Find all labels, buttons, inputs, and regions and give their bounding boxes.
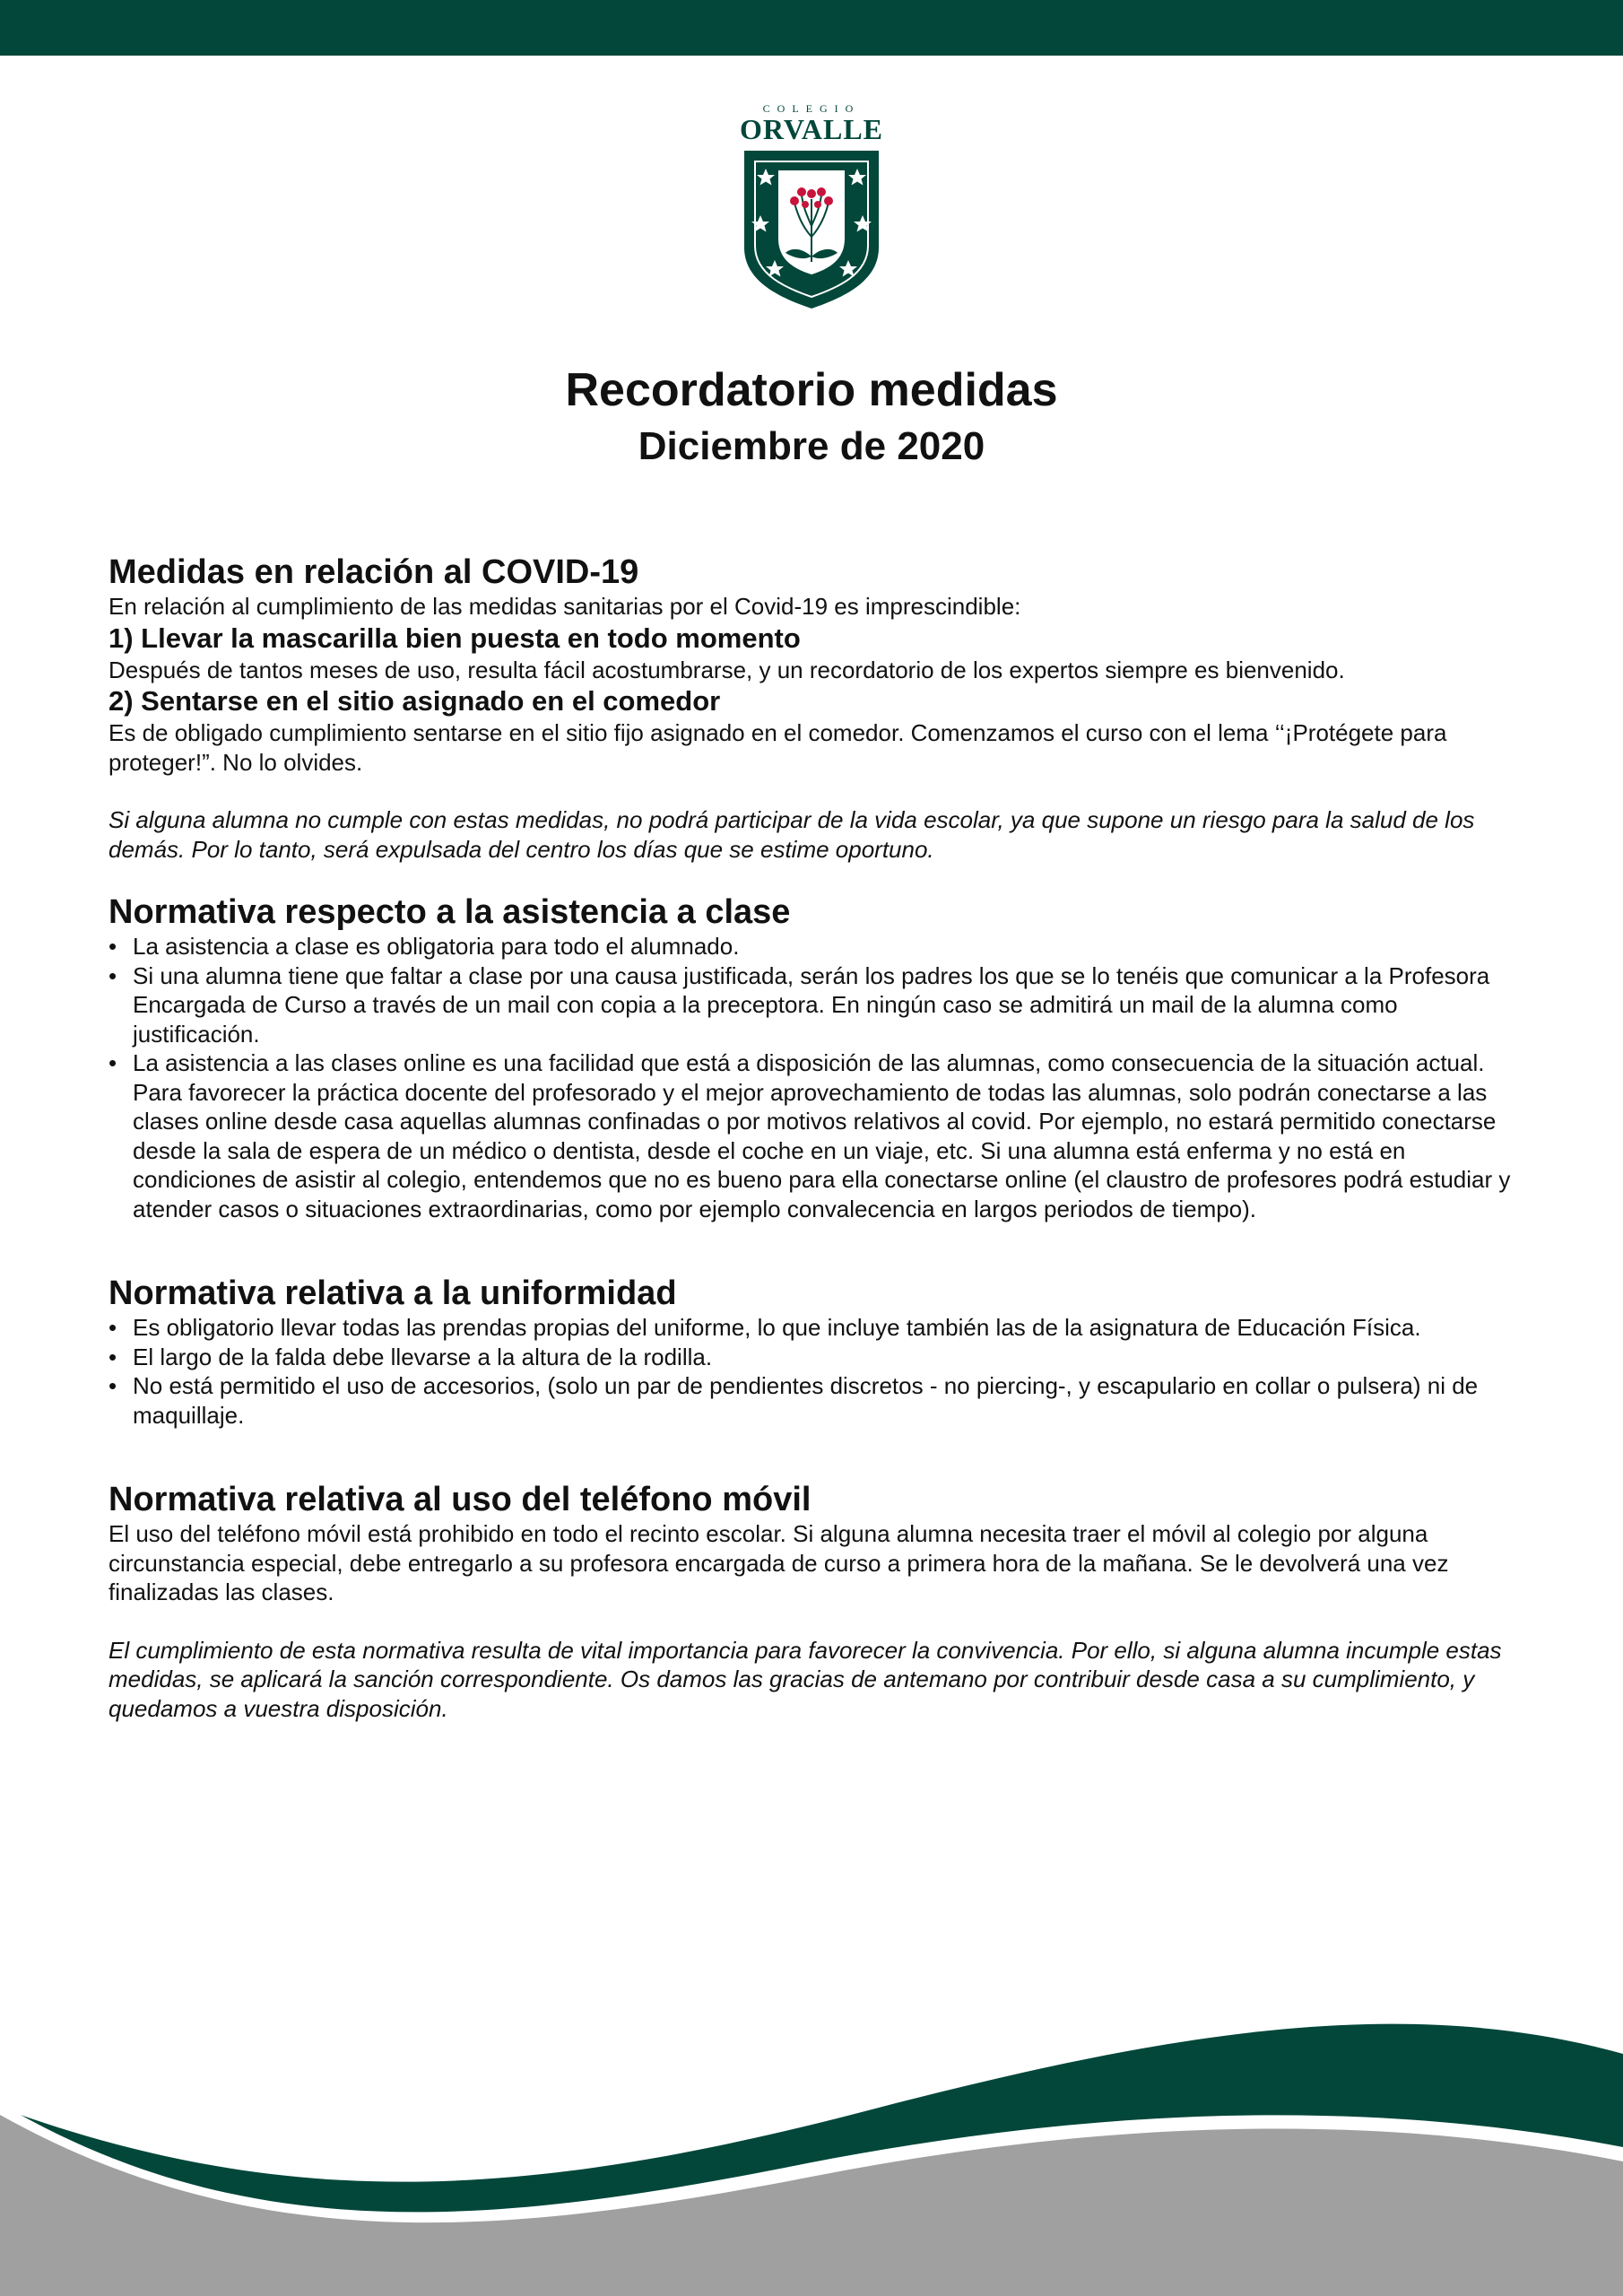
bullet-list bbox=[108, 1313, 1516, 1430]
school-logo bbox=[735, 100, 888, 320]
document-header bbox=[0, 359, 1623, 472]
list-item: • La asistencia a las clases online es una facilidad que está a disposición de las alumnas, como consecuencia de la situación actual. Para favorecer la práctica docente del profesorado y el mejor aprovechamiento de todas las alumnas, solo podrán conectarse a las clases online desde casa aquellas alumnas confinadas o por motivos relativos al covid. Por ejemplo, no estará permitido conectarse desde la sala de espera de un médico o dentista, desde el coche en un viaje, etc. Si una alumna está enferma y no está en condiciones de asistir al colegio, entendemos que no es bueno para ella conectarse online (el claustro de profesores podrá estudiar y atender casos o situaciones extraordinarias, como por ejemplo convalecencia en largos periodos de tiempo). bbox=[108, 1048, 1516, 1223]
footer-wave bbox=[0, 1955, 1623, 2296]
section-covid bbox=[108, 552, 1516, 864]
list-item: • El largo de la falda debe llevarse a la altura de la rodilla. bbox=[108, 1343, 1516, 1372]
warning-note: Si alguna alumna no cumple con estas medidas, no podrá participar de la vida escolar, ya que supone un riesgo para la salud de los demás. Por lo tanto, será expulsada del centro los días que se estime oportuno. bbox=[108, 806, 1475, 863]
top-banner bbox=[0, 0, 1623, 56]
paragraph: El uso del teléfono móvil está prohibido en todo el recinto escolar. Si alguna alumna necesita traer el móvil al colegio por alguna circunstancia especial, debe entregarlo a su profesora encargada de curso a primera hora de la mañana. Se le devolverá una vez finalizadas las clases. bbox=[108, 1520, 1449, 1605]
subheading: 1) Llevar la mascarilla bien puesta en todo momento bbox=[108, 622, 801, 654]
list-item: • Es obligatorio llevar todas las prendas propias del uniforme, lo que incluye también las de la asignatura de Educación Física. bbox=[108, 1313, 1516, 1343]
paragraph: Es de obligado cumplimiento sentarse en el sitio fijo asignado en el comedor. Comenzamos el curso con el lema ‘‘¡Protégete para proteger!”. No lo olvides. bbox=[108, 719, 1447, 776]
section-heading: Medidas en relación al COVID-19 bbox=[108, 553, 639, 591]
list-item: • No está permitido el uso de accesorios, (solo un par de pendientes discretos - no piercing-, y escapulario en collar o pulsera) ni de maquillaje. bbox=[108, 1371, 1516, 1430]
section-heading: Normativa respecto a la asistencia a clase bbox=[108, 893, 791, 931]
bullet-list bbox=[108, 932, 1516, 1223]
section-uniformidad bbox=[108, 1274, 1516, 1430]
document-title: Recordatorio medidas bbox=[565, 364, 1058, 416]
section-heading: Normativa relativa a la uniformidad bbox=[108, 1274, 677, 1312]
crest-shield-icon bbox=[739, 147, 884, 310]
list-item: • Si una alumna tiene que faltar a clase por una causa justificada, serán los padres los que se lo tenéis que comunicar a la Profesora Encargada de Curso a través de un mail con copia a la preceptora. En ningún caso se admitirá un mail de la alumna como justificación. bbox=[108, 961, 1516, 1049]
section-movil bbox=[108, 1480, 1516, 1607]
list-item: • La asistencia a clase es obligatoria para todo el alumnado. bbox=[108, 932, 1516, 961]
logo-name-text: ORVALLE bbox=[740, 113, 883, 145]
paragraph: En relación al cumplimiento de las medidas sanitarias por el Covid-19 es imprescindible: bbox=[108, 593, 1021, 620]
closing-note: El cumplimiento de esta normativa resulta de vital importancia para favorecer la convivencia. Por ello, si alguna alumna incumple estas medidas, se aplicará la sanción correspondiente. Os damos las gracias de antemano por contribuir desde casa a su cumplimiento, y quedamos a vuestra disposición. bbox=[108, 1636, 1502, 1722]
section-asistencia bbox=[108, 892, 1516, 1223]
document-body bbox=[108, 552, 1516, 1723]
subheading: 2) Sentarse en el sitio asignado en el comedor bbox=[108, 685, 721, 717]
section-heading: Normativa relativa al uso del teléfono móvil bbox=[108, 1481, 812, 1518]
document-date: Diciembre de 2020 bbox=[638, 424, 985, 468]
paragraph: Después de tantos meses de uso, resulta fácil acostumbrarse, y un recordatorio de los expertos siempre es bienvenido. bbox=[108, 656, 1345, 683]
logo-super-text: COLEGIO bbox=[762, 102, 861, 115]
